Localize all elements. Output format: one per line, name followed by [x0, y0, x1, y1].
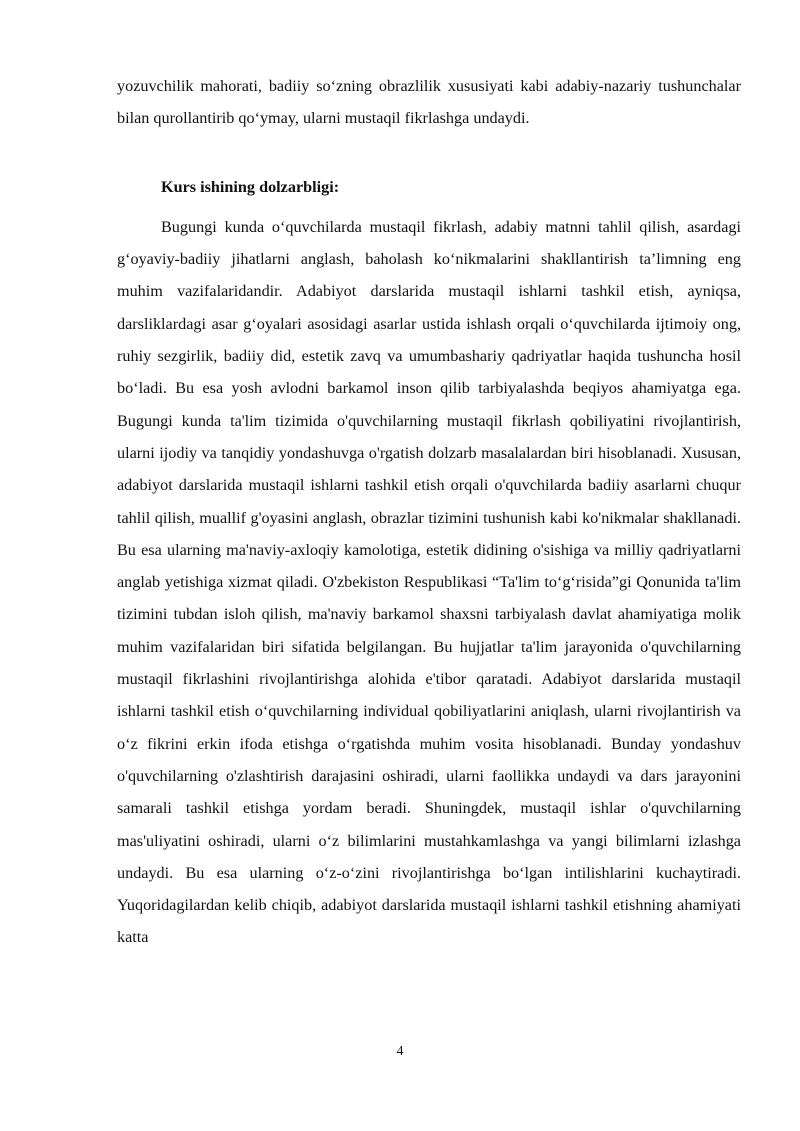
document-page — [117, 70, 741, 954]
body-paragraph: Bugungi kunda o‘quvchilarda mustaqil fikrlash, adabiy matnni tahlil qilish, asardagi g‘oyaviy-badiiy jihatlarni anglash, baholash ko‘nikmalarini shakllantirish ta’limning eng muhim vazifalaridandir. Adabiyot darslarida mustaqil ishlarni tashkil etish, ayniqsa, darsliklardagi asar g‘oyalari asosidagi asarlar ustida ishlash orqali o‘quvchilarda ijtimoiy ong, ruhiy sezgirlik, badiiy did, estetik zavq va umumbashariy qadriyatlar haqida tushuncha hosil bo‘ladi. Bu esa yosh avlodni barkamol inson qilib tarbiyalashda beqiyos ahamiyatga ega. Bugungi kunda ta'lim tizimida o'quvchilarning mustaqil fikrlash qobiliyatini rivojlantirish, ularni ijodiy va tanqidiy yondashuvga o'rgatish dolzarb masalalardan biri hisoblanadi. Xususan, adabiyot darslarida mustaqil ishlarni tashkil etish orqali o'quvchilarda badiiy asarlarni chuqur tahlil qilish, muallif g'oyasini anglash, obrazlar tizimini tushunish kabi ko'nikmalar shakllanadi. Bu esa ularning ma'naviy-axloqiy kamolotiga, estetik didining o'sishiga va milliy qadriyatlarni anglab yetishiga xizmat qiladi. O'zbekiston Respublikasi “Ta'lim to‘g‘risida”gi Qonunida ta'lim tizimini tubdan isloh qilish, ma'naviy barkamol shaxsni tarbiyalash davlat ahamiyatiga molik muhim vazifalaridan biri sifatida belgilangan. Bu hujjatlar ta'lim jarayonida o'quvchilarning mustaqil fikrlashini rivojlantirishga alohida e'tibor qaratadi. Adabiyot darslarida mustaqil ishlarni tashkil etish o‘quvchilarning individual qobiliyatlarini aniqlash, ularni rivojlantirish va o‘z fikrini erkin ifoda etishga o‘rgatishda muhim vosita hisoblanadi. Bunday yondashuv o'quvchilarning o'zlashtirish darajasini oshiradi, ularni faollikka undaydi va dars jarayonini samarali tashkil etishga yordam beradi. Shuningdek, mustaqil ishlar o'quvchilarning mas'uliyatini oshiradi, ularni o‘z bilimlarini mustahkamlashga va yangi bilimlarni izlashga undaydi. Bu esa ularning o‘z-o‘zini rivojlantirishga bo‘lgan intilishlarini kuchaytiradi. Yuqoridagilardan kelib chiqib, adabiyot darslarida mustaqil ishlarni tashkil etishning ahamiyati katta — [117, 217, 741, 947]
section-heading: Kurs ishining dolzarbligi: — [161, 177, 340, 196]
intro-paragraph: yozuvchilik mahorati, badiiy so‘zning obrazlilik xususiyati kabi adabiy-nazariy tushunchalar bilan qurollantirib qo‘ymay, ularni mustaqil fikrlashga undaydi. — [117, 77, 741, 128]
page-number: 4 — [396, 1044, 404, 1059]
